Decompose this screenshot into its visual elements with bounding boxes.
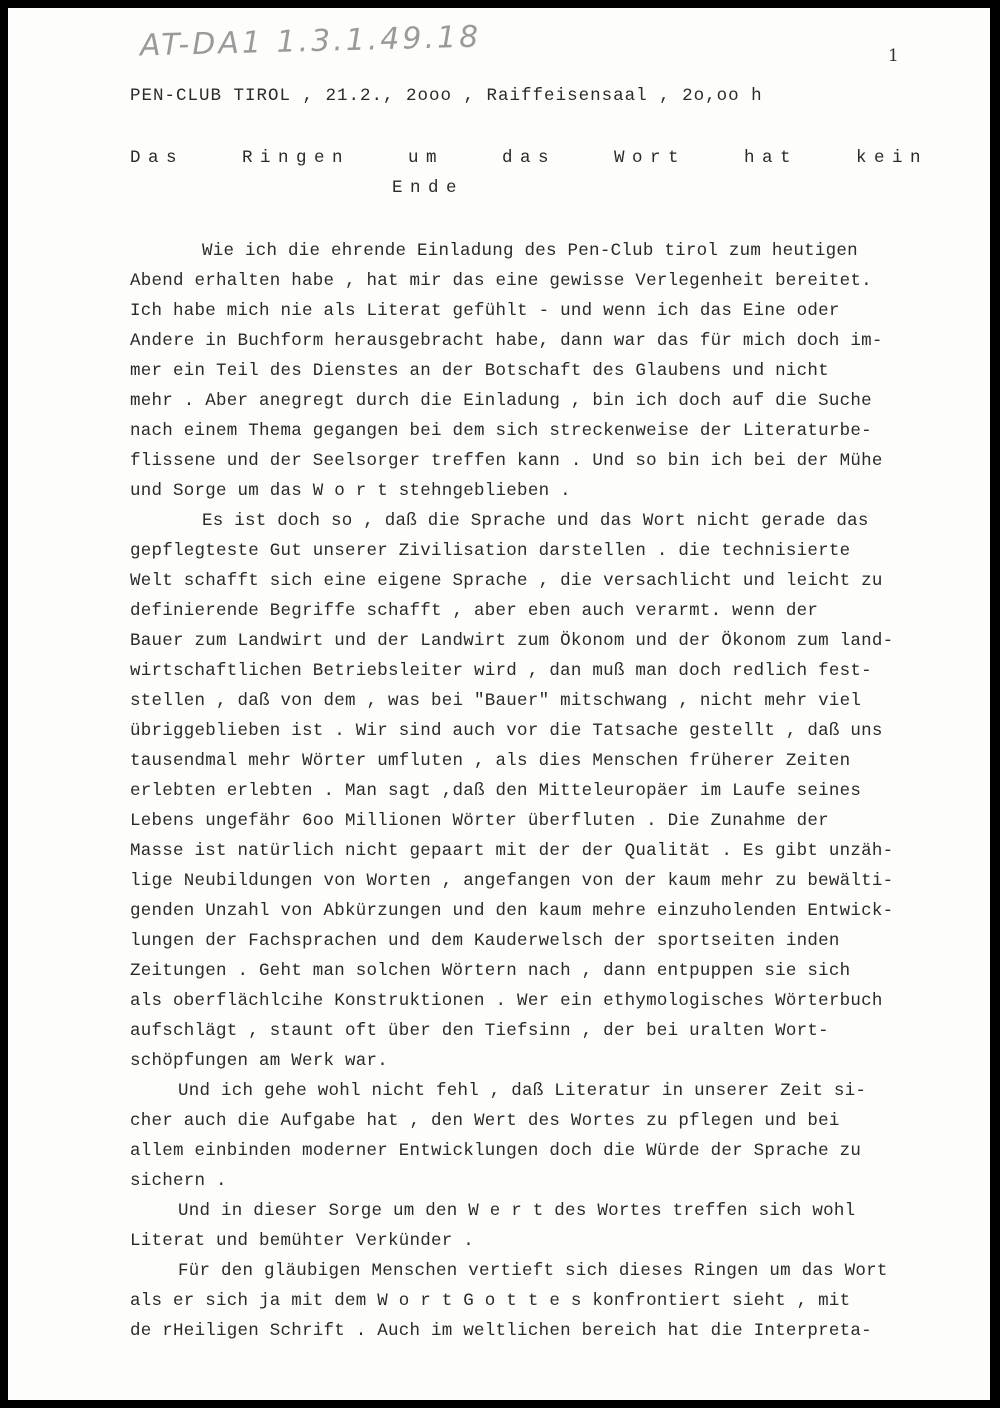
text-line: erlebten erlebten . Man sagt ,daß den Mitteleuropäer im Laufe seines (130, 781, 862, 801)
text-line: Masse ist natürlich nicht gepaart mit der der Qualität . Es gibt unzäh- (130, 841, 894, 861)
text-line: sichern . (130, 1171, 227, 1191)
title-line-1: Das Ringen um das Wort hat kein (130, 148, 929, 168)
text-line: flissene und der Seelsorger treffen kann . Und so bin ich bei der Mühe (130, 451, 883, 471)
text-line: Wie ich die ehrende Einladung des Pen-Club tirol zum heutigen (202, 241, 858, 261)
header-line: PEN-CLUB TIROL , 21.2., 2ooo , Raiffeisensaal , 2o,oo h (130, 86, 763, 106)
text-line: Bauer zum Landwirt und der Landwirt zum Ökonom und der Ökonom zum land- (130, 631, 894, 651)
text-line: Für den gläubigen Menschen vertieft sich dieses Ringen um das Wort (178, 1261, 888, 1281)
text-line: und Sorge um das W o r t stehngeblieben . (130, 481, 571, 501)
text-line: Lebens ungefähr 6oo Millionen Wörter überfluten . Die Zunahme der (130, 811, 829, 831)
document-page (8, 8, 990, 1400)
text-line: Es ist doch so , daß die Sprache und das Wort nicht gerade das (202, 511, 869, 531)
text-line: gepflegteste Gut unserer Zivilisation darstellen . die technisierte (130, 541, 851, 561)
text-line: Andere in Buchform herausgebracht habe, dann war das für mich doch im- (130, 331, 883, 351)
text-line: lungen der Fachsprachen und dem Kauderwelsch der sportseiten inden (130, 931, 840, 951)
text-line: de rHeiligen Schrift . Auch im weltlichen bereich hat die Interpreta- (130, 1321, 872, 1341)
text-line: als oberflächlcihe Konstruktionen . Wer ein ethymologisches Wörterbuch (130, 991, 883, 1011)
text-line: Ich habe mich nie als Literat gefühlt - und wenn ich das Eine oder (130, 301, 840, 321)
text-line: Und ich gehe wohl nicht fehl , daß Literatur in unserer Zeit si- (178, 1081, 867, 1101)
text-line: als er sich ja mit dem W o r t G o t t e s konfrontiert sieht , mit (130, 1291, 851, 1311)
text-line: cher auch die Aufgabe hat , den Wert des Wortes zu pflegen und bei (130, 1111, 840, 1131)
text-line: Literat und bemühter Verkünder . (130, 1231, 475, 1251)
text-line: Welt schafft sich eine eigene Sprache , die versachlicht und leicht zu (130, 571, 883, 591)
text-line: aufschlägt , staunt oft über den Tiefsinn , der bei uralten Wort- (130, 1021, 829, 1041)
text-line: Abend erhalten habe , hat mir das eine gewisse Verlegenheit bereitet. (130, 271, 872, 291)
text-line: übriggeblieben ist . Wir sind auch vor die Tatsache gestellt , daß uns (130, 721, 883, 741)
text-line: Zeitungen . Geht man solchen Wörtern nach , dann entpuppen sie sich (130, 961, 851, 981)
text-line: mer ein Teil des Dienstes an der Botschaft des Glaubens und nicht (130, 361, 829, 381)
archive-signature: AT-DA1 1.3.1.49.18 (139, 19, 482, 64)
text-line: lige Neubildungen von Worten , angefangen von der kaum mehr zu bewälti- (130, 871, 894, 891)
text-line: tausendmal mehr Wörter umfluten , als dies Menschen früherer Zeiten (130, 751, 851, 771)
text-line: nach einem Thema gegangen bei dem sich streckenweise der Literaturbe- (130, 421, 872, 441)
page-number: 1 (888, 46, 899, 66)
text-line: wirtschaftlichen Betriebsleiter wird , dan muß man doch redlich fest- (130, 661, 872, 681)
text-line: genden Unzahl von Abkürzungen und den kaum mehre einzuholenden Entwick- (130, 901, 894, 921)
text-line: definierende Begriffe schafft , aber eben auch verarmt. wenn der (130, 601, 819, 621)
body-text (130, 236, 978, 1346)
text-line: stellen , daß von dem , was bei "Bauer" mitschwang , nicht mehr viel (130, 691, 862, 711)
text-line: mehr . Aber anegregt durch die Einladung , bin ich doch auf die Suche (130, 391, 872, 411)
title-line-2: Ende (392, 178, 465, 198)
text-line: allem einbinden moderner Entwicklungen doch die Würde der Sprache zu (130, 1141, 862, 1161)
text-line: Und in dieser Sorge um den W e r t des Wortes treffen sich wohl (178, 1201, 856, 1221)
text-line: schöpfungen am Werk war. (130, 1051, 389, 1071)
